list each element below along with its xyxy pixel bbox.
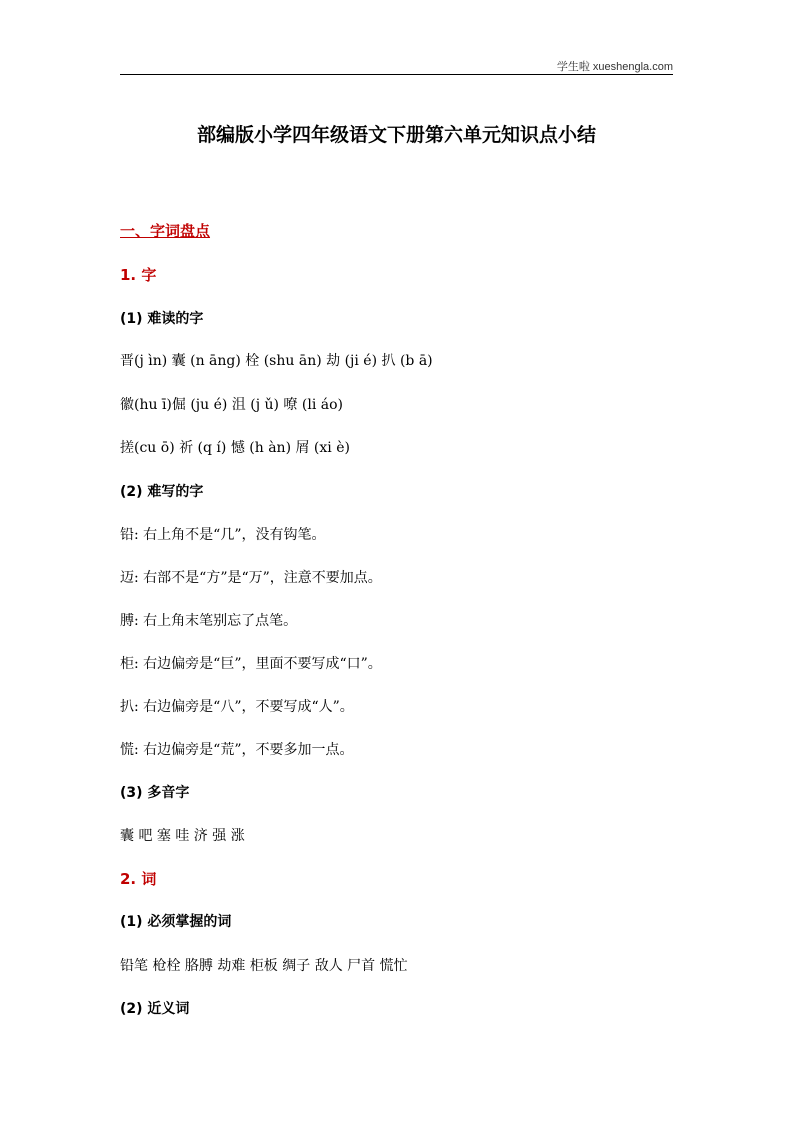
polyphonic-line: 囊 吧 塞 哇 济 强 涨 bbox=[120, 828, 245, 844]
heading-hard-read: (1) 难读的字 bbox=[120, 311, 204, 327]
heading-polyphonic: (3) 多音字 bbox=[120, 785, 190, 801]
header-divider bbox=[120, 74, 673, 75]
hard-write-line-2: 迈: 右部不是“方”是“万”，注意不要加点。 bbox=[120, 570, 382, 586]
section-heading-vocab: 一、字词盘点 bbox=[120, 222, 211, 240]
hard-write-line-6: 慌: 右边偏旁是“荒”，不要多加一点。 bbox=[120, 742, 354, 758]
hard-write-line-5: 扒: 右边偏旁是“八”，不要写成“人”。 bbox=[120, 699, 354, 715]
subsection-heading-chars: 1. 字 bbox=[120, 266, 157, 284]
hard-read-line-3: 搓(cu ō) 祈 (q í) 憾 (h àn) 屑 (xi è) bbox=[120, 440, 350, 456]
heading-synonyms: (2) 近义词 bbox=[120, 1001, 190, 1017]
subsection-heading-words: 2. 词 bbox=[120, 870, 157, 888]
heading-hard-write: (2) 难写的字 bbox=[120, 484, 204, 500]
must-master-line: 铅笔 枪栓 胳膊 劫难 柜板 绸子 敌人 尸首 慌忙 bbox=[120, 958, 408, 974]
hard-read-line-2: 徽(hu ī)倔 (ju é) 沮 (j ǔ) 嘹 (li áo) bbox=[120, 397, 343, 413]
hard-read-line-1: 晋(j ìn) 囊 (n āng) 栓 (shu ān) 劫 (ji é) 扒 (b ā) bbox=[120, 353, 433, 369]
hard-write-line-3: 膊: 右上角末笔别忘了点笔。 bbox=[120, 613, 298, 629]
hard-write-line-4: 柜: 右边偏旁是“巨”，里面不要写成“口”。 bbox=[120, 656, 382, 672]
heading-must-master: (1) 必须掌握的词 bbox=[120, 914, 232, 930]
hard-write-line-1: 铅: 右上角不是“几”，没有钩笔。 bbox=[120, 527, 326, 543]
page-title: 部编版小学四年级语文下册第六单元知识点小结 bbox=[196, 124, 596, 146]
header-site-label: 学生啦 xueshengla.com bbox=[556, 61, 673, 73]
